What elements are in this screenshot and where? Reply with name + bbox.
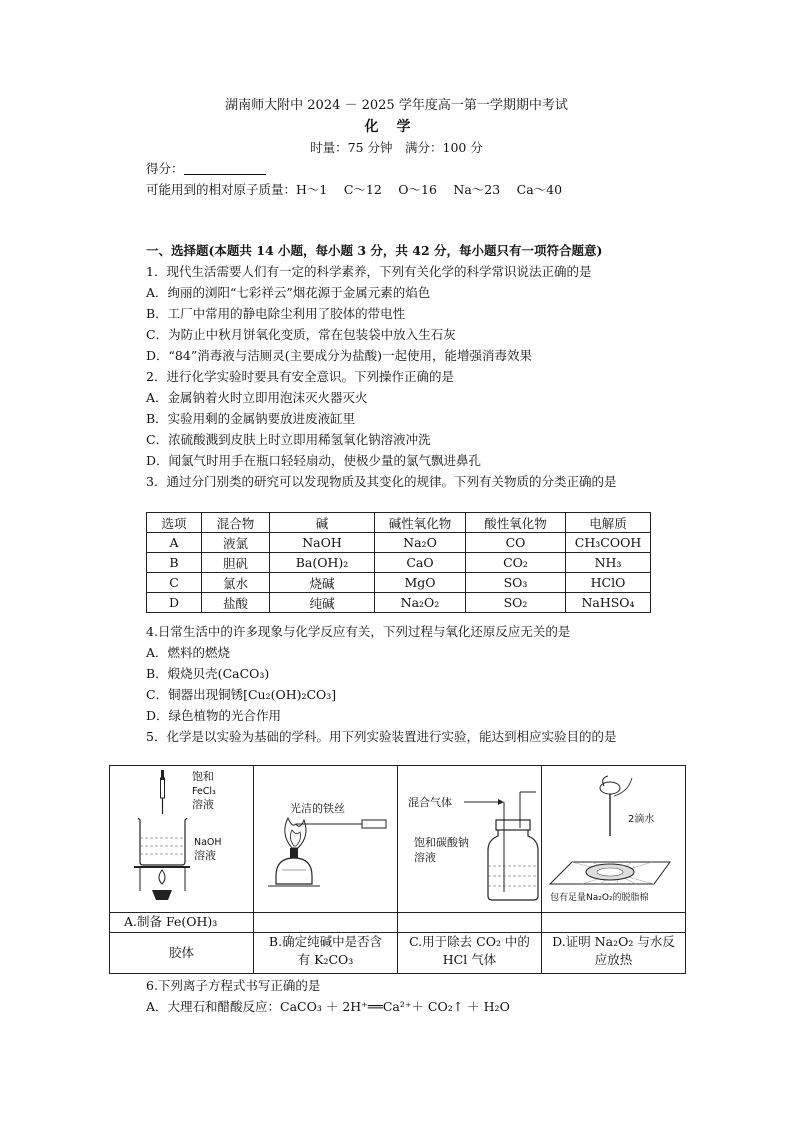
figure-cell-d <box>542 766 686 913</box>
table-row <box>147 553 651 573</box>
figure-row <box>110 766 686 913</box>
atomic-mass-line: 可能用到的相对原子质量：H～1 C～12 O～16 Na～23 Ca～40 <box>146 182 563 197</box>
table-cell: 盐酸 <box>202 593 270 613</box>
table-header-row <box>147 513 651 533</box>
apparatus-table <box>109 765 686 974</box>
q1-option-c: C．为防止中秋月饼氧化变质，常在包装袋中放入生石灰 <box>146 327 456 342</box>
q2-option-b: B．实验用剩的金属钠要放进废液缸里 <box>146 411 356 426</box>
q2-option-c: C．浓硫酸溅到皮肤上时立即用稀氢氧化钠溶液冲洗 <box>146 432 431 447</box>
table-cell: Ba(OH)₂ <box>270 553 375 573</box>
table-row <box>147 533 651 553</box>
fig-c-label-1: 混合气体 <box>408 796 452 809</box>
q4-option-c: C．铜器出现铜锈[Cu₂(OH)₂CO₃] <box>146 687 337 702</box>
fig-a-label-1: 饱和 <box>192 770 214 783</box>
fig-a-label-2: FeCl₃ <box>192 786 216 797</box>
q4-option-a: A．燃料的燃烧 <box>146 645 231 660</box>
caption-b: B.确定纯碱中是否含 有 K₂CO₃ <box>254 933 398 974</box>
q5-stem: 5．化学是以实验为基础的学科。用下列实验装置进行实验，能达到相应实验目的的是 <box>146 729 617 744</box>
gas-washing-bottle-figure <box>398 766 541 909</box>
figure-cell-b <box>254 766 398 913</box>
table-cell: CH₃COOH <box>566 533 651 553</box>
q1-option-d: D．“84”消毒液与洁厕灵(主要成分为盐酸)一起使用，能增强消毒效果 <box>146 348 532 363</box>
table-cell: 纯碱 <box>270 593 375 613</box>
caption-a-line-1: A.制备 Fe(OH)₃ <box>110 913 254 933</box>
table-header-cell: 电解质 <box>566 513 651 533</box>
table-header-cell: 碱性氧化物 <box>375 513 466 533</box>
q4-option-d: D．绿色植物的光合作用 <box>146 708 282 723</box>
table-cell: NaHSO₄ <box>566 593 651 613</box>
q4-stem: 4.日常生活中的许多现象与化学反应有关，下列过程与氧化还原反应无关的是 <box>146 624 571 639</box>
q2-option-a: A．金属钠着火时立即用泡沫灭火器灭火 <box>146 390 368 405</box>
table-cell: C <box>147 573 202 593</box>
q6-option-a: A．大理石和醋酸反应：CaCO₃ ＋ 2H⁺══Ca²⁺＋ CO₂↑ ＋ H₂O <box>146 999 510 1014</box>
caption-d: D.证明 Na₂O₂ 与水反 应放热 <box>542 933 686 974</box>
score-blank[interactable] <box>184 162 266 175</box>
fig-b-label: 光洁的铁丝 <box>290 802 345 815</box>
table-cell: 氯水 <box>202 573 270 593</box>
table-row <box>147 573 651 593</box>
score-label: 得分： <box>146 161 184 176</box>
cotton-ignition-figure <box>542 766 685 909</box>
caption-row-1 <box>110 913 686 933</box>
q1-option-b: B．工厂中常用的静电除尘利用了胶体的带电性 <box>146 306 406 321</box>
q2-stem: 2．进行化学实验时要具有安全意识。下列操作正确的是 <box>146 369 454 384</box>
table-header-cell: 碱 <box>270 513 375 533</box>
figure-cell-c <box>398 766 542 913</box>
q3-stem: 3．通过分门别类的研究可以发现物质及其变化的规律。下列有关物质的分类正确的是 <box>146 474 617 489</box>
table-header-cell: 选项 <box>147 513 202 533</box>
table-cell: NH₃ <box>566 553 651 573</box>
caption-c: C.用于除去 CO₂ 中的 HCl 气体 <box>398 933 542 974</box>
q1-option-a: A．绚丽的浏阳“七彩祥云”烟花源于金属元素的焰色 <box>146 285 431 300</box>
fig-d-label-1: 2滴水 <box>628 814 655 825</box>
table-cell: SO₃ <box>466 573 566 593</box>
table-cell: MgO <box>375 573 466 593</box>
fig-a-label-3: 溶液 <box>192 798 214 811</box>
score-line <box>146 161 266 177</box>
caption-a-line-2: 胶体 <box>110 933 254 974</box>
time-info: 时量：75 分钟 满分：100 分 <box>310 140 483 155</box>
fig-a-label-5: 溶液 <box>194 849 216 862</box>
exam-title: 湖南师大附中 2024 － 2025 学年度高一第一学期期中考试 <box>225 98 568 113</box>
table-header-cell: 混合物 <box>202 513 270 533</box>
flame-test-figure <box>254 766 397 909</box>
table-cell: 烧碱 <box>270 573 375 593</box>
table-cell: B <box>147 553 202 573</box>
table-cell: 液氯 <box>202 533 270 553</box>
table-header-cell: 酸性氧化物 <box>466 513 566 533</box>
caption-row-2 <box>110 933 686 974</box>
table-cell: NaOH <box>270 533 375 553</box>
q4-option-b: B．煅烧贝壳(CaCO₃) <box>146 666 270 681</box>
q1-stem: 1．现代生活需要人们有一定的科学素养，下列有关化学的科学常识说法正确的是 <box>146 264 592 279</box>
subject-title <box>0 119 793 136</box>
table-row <box>147 593 651 613</box>
table-cell: SO₂ <box>466 593 566 613</box>
fig-d-label-2: 包有足量Na₂O₂的脱脂棉 <box>550 893 649 903</box>
beaker-heating-figure <box>110 766 253 909</box>
table-cell: D <box>147 593 202 613</box>
q6-stem: 6.下列离子方程式书写正确的是 <box>146 978 321 993</box>
subject-name: 化学 <box>364 119 429 135</box>
caption-b-empty <box>254 913 398 933</box>
caption-c-empty <box>398 913 542 933</box>
classification-table <box>146 512 651 613</box>
caption-d-empty <box>542 913 686 933</box>
table-cell: CO <box>466 533 566 553</box>
table-cell: 胆矾 <box>202 553 270 573</box>
fig-a-label-4: NaOH <box>194 837 222 848</box>
fig-c-label-2: 饱和碳酸钠 <box>414 836 469 849</box>
table-cell: CO₂ <box>466 553 566 573</box>
table-cell: Na₂O₂ <box>375 593 466 613</box>
table-cell: A <box>147 533 202 553</box>
q2-option-d: D．闻氯气时用手在瓶口轻轻扇动，使极少量的氯气飘进鼻孔 <box>146 453 482 468</box>
fig-c-label-3: 溶液 <box>414 851 436 864</box>
table-cell: CaO <box>375 553 466 573</box>
section-heading: 一、选择题(本题共 14 小题，每小题 3 分，共 42 分，每小题只有一项符合题意) <box>146 243 603 258</box>
figure-cell-a <box>110 766 254 913</box>
table-cell: Na₂O <box>375 533 466 553</box>
table-cell: HClO <box>566 573 651 593</box>
